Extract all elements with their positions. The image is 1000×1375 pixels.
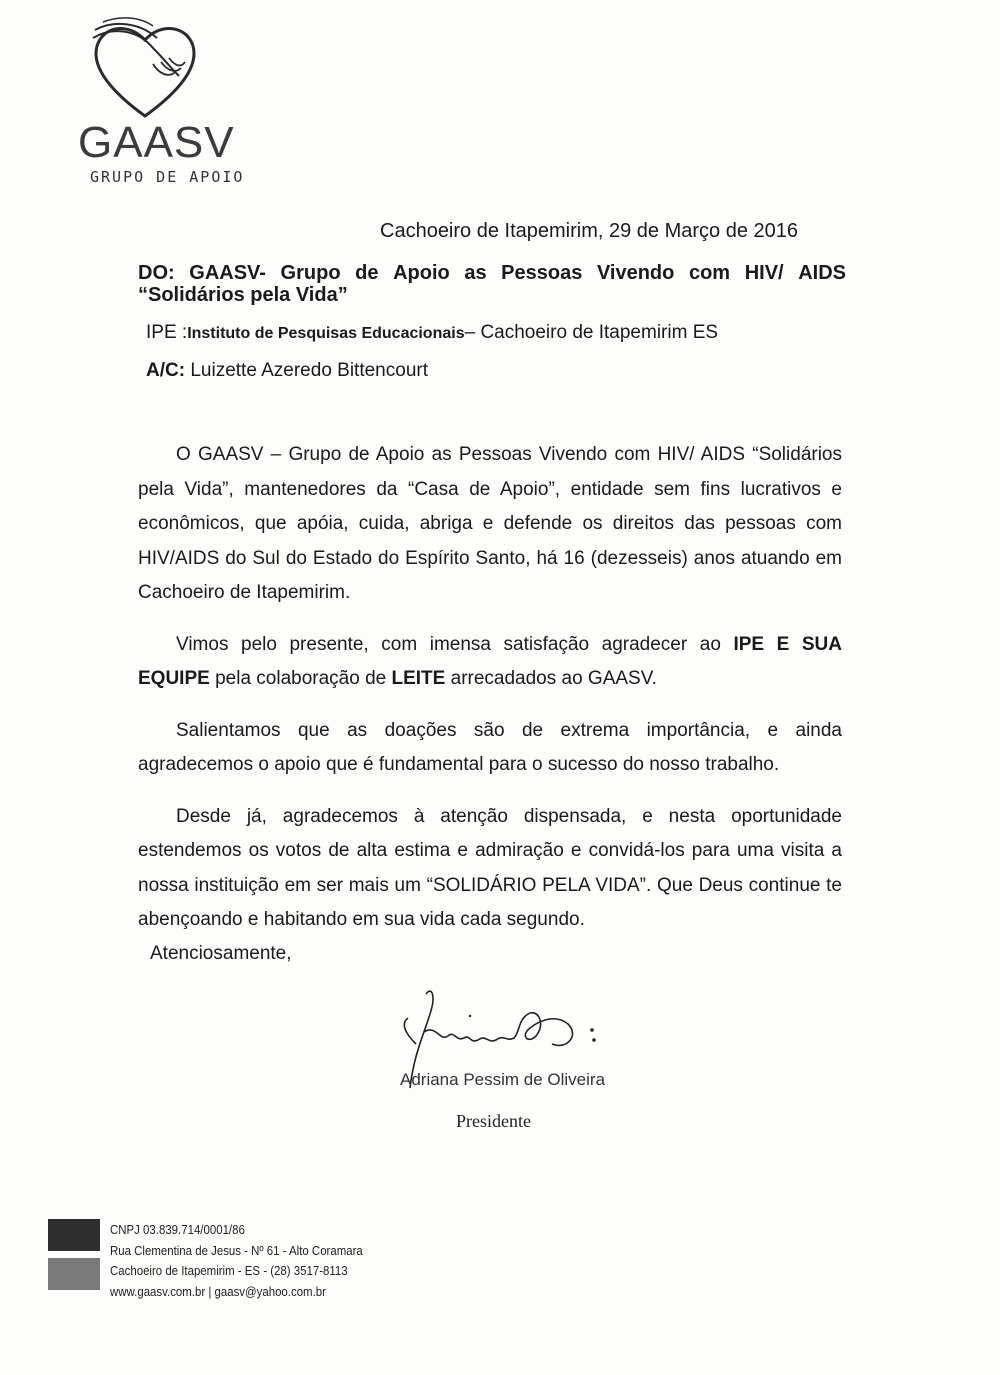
- closing-salutation: Atenciosamente,: [150, 943, 292, 964]
- ipe-label: IPE :: [146, 322, 188, 343]
- sender-word: GAASV-: [189, 262, 266, 284]
- sender-word: Grupo: [280, 262, 341, 284]
- paragraph-thanks: Vimos pelo presente, com imensa satisfação agradecer ao IPE E SUA EQUIPE pela colaboração de LEITE arrecadados ao GAASV.: [138, 633, 842, 689]
- ac-name: Luizette Azeredo Bittencourt: [185, 360, 428, 381]
- sender-word: Pessoas: [501, 262, 583, 284]
- footer-address: Rua Clementina de Jesus - Nº 61 - Alto Coramara: [110, 1242, 363, 1258]
- sender-line-2: “Solidários pela Vida”: [138, 284, 348, 306]
- footer-city-phone: Cachoeiro de Itapemirim - ES - (28) 3517-8113: [110, 1263, 348, 1278]
- paragraph-intro: O GAASV – Grupo de Apoio as Pessoas Vivendo com HIV/ AIDS “Solidários pela Vida”, mantenedores da “Casa de Apoio”, entidade sem fins lucrativos e econômicos, que apóia, cuida, abriga e defende os direitos das pessoas com HIV/AIDS do Sul do Estado do Espírito Santo, há 16 (dezesseis) anos atuando em Cachoeiro de Itapemirim.: [138, 444, 842, 603]
- date-line: Cachoeiro de Itapemirim, 29 de Março de 2016: [380, 220, 799, 242]
- gaasv-logo: [78, 8, 248, 188]
- sender-word: as: [464, 262, 487, 284]
- footer-cnpj: CNPJ 03.839.714/0001/86: [110, 1222, 245, 1237]
- ipe-location: – Cachoeiro de Itapemirim ES: [464, 322, 719, 343]
- letter-body: [138, 438, 842, 938]
- ipe-institution: Instituto de Pesquisas Educacionais: [187, 325, 465, 342]
- sender-block: [138, 262, 846, 306]
- recipient-institution: [146, 322, 718, 344]
- sender-word: AIDS: [798, 262, 846, 284]
- paragraph-importance: Salientamos que as doações são de extrema importância, e ainda agradecemos o apoio que é fundamental para o sucesso do nosso trabalho.: [138, 719, 842, 775]
- sender-word: de: [355, 262, 379, 284]
- sender-word: HIV/: [744, 262, 784, 284]
- attention-line: [146, 360, 428, 382]
- paragraph-closing: Desde já, agradecemos à atenção dispensada, e nesta oportunidade estendemos os votos de alta estima e admiração e convidá-los para uma visita a nossa instituição em ser mais um “SOLIDÁRIO PELA VIDA”. Que Deus continue te abençoando e habitando em sua vida cada segundo.: [138, 805, 842, 930]
- sender-word: DO:: [138, 262, 175, 284]
- footer-contact: [110, 1220, 363, 1302]
- sender-line-1: [138, 262, 846, 284]
- sender-word: Apoio: [393, 262, 450, 284]
- sender-word: Vivendo: [596, 262, 675, 284]
- sender-word: com: [688, 262, 731, 284]
- logo-subtitle: GRUPO DE APOIO: [90, 168, 245, 186]
- signer-role: Presidente: [456, 1111, 531, 1131]
- ac-label: A/C:: [146, 360, 186, 381]
- footer-decor-block: [48, 1219, 100, 1251]
- logo-name: GAASV: [78, 118, 235, 167]
- footer-decor-block: [48, 1258, 100, 1290]
- heart-hand-icon: [83, 8, 213, 123]
- footer-web-email: www.gaasv.com.br | gaasv@yahoo.com.br: [110, 1283, 326, 1299]
- signer-name: Adriana Pessim de Oliveira: [400, 1070, 606, 1089]
